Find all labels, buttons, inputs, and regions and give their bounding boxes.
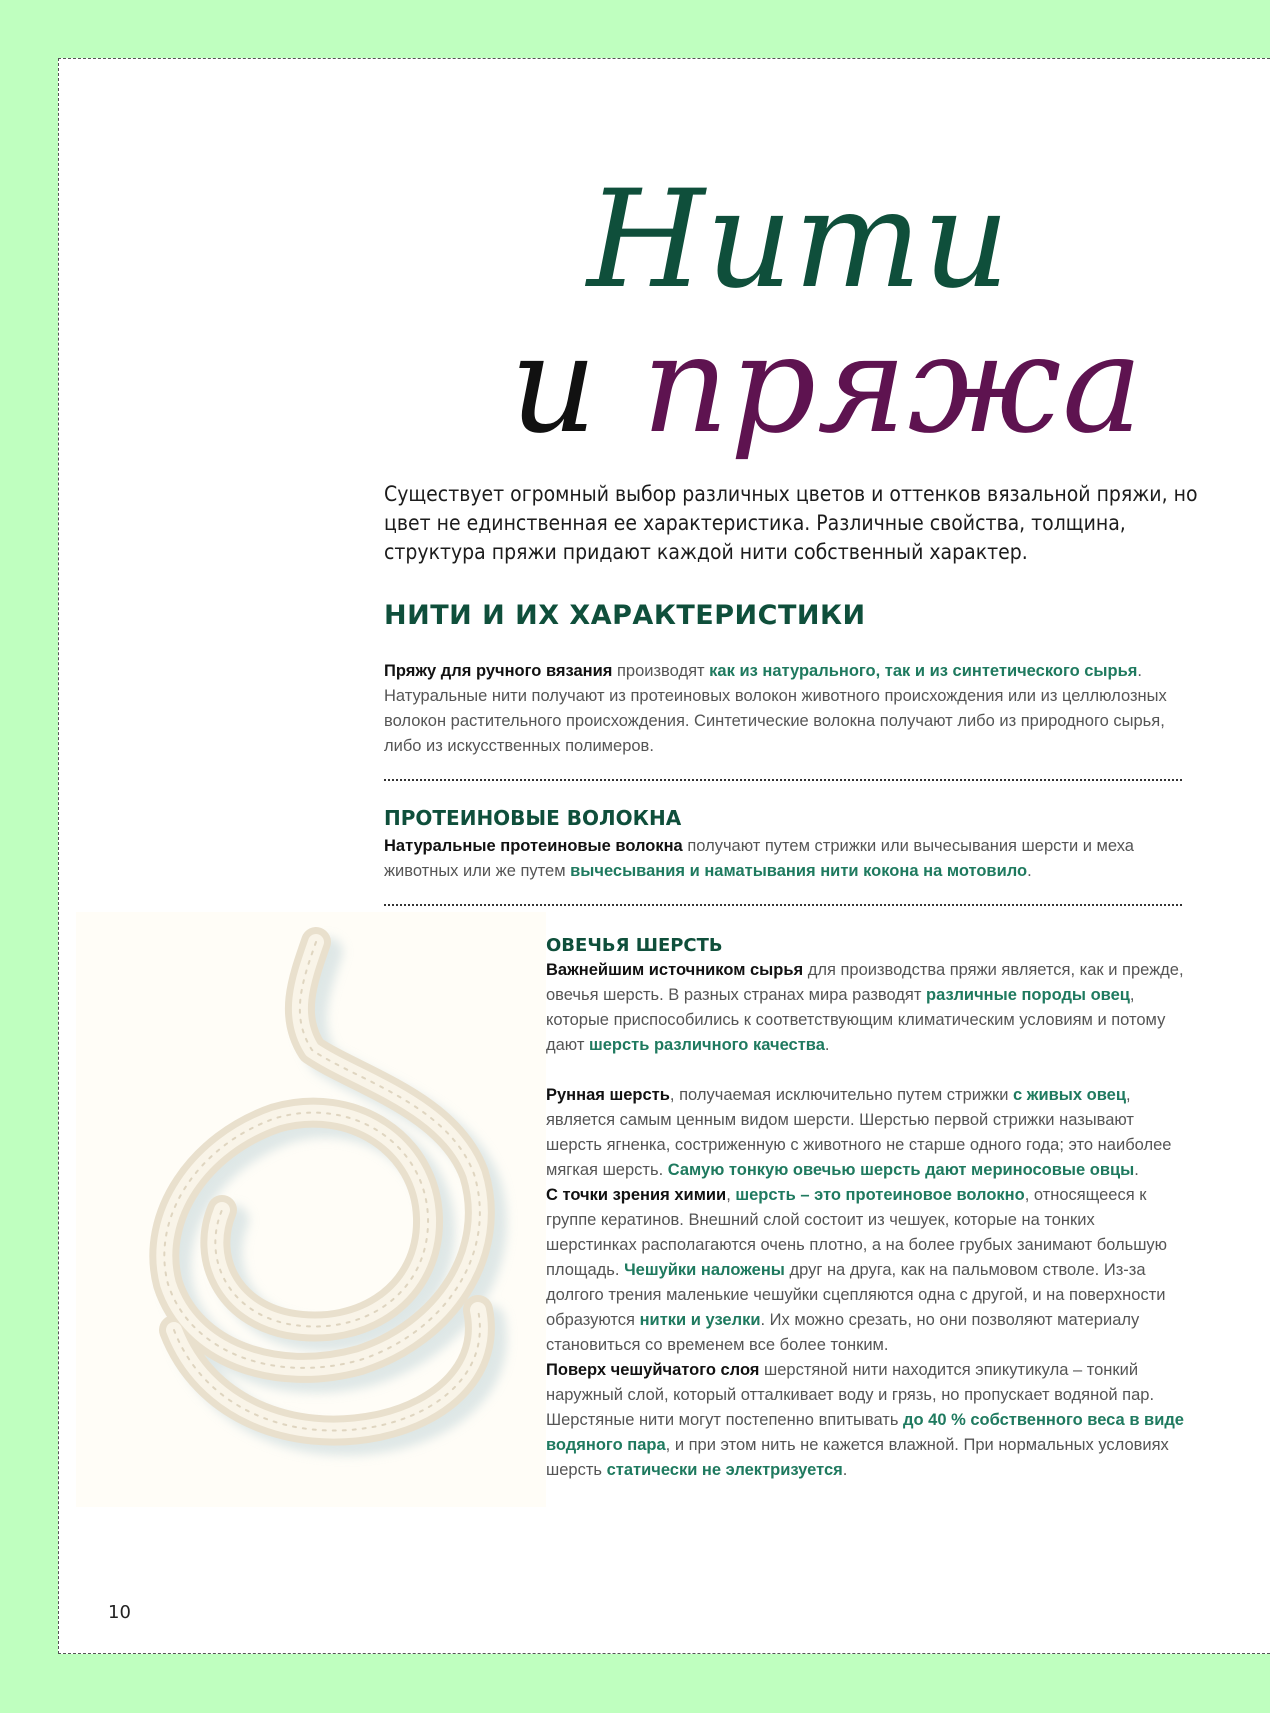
- highlight-text: нитки и узелки: [639, 1311, 761, 1329]
- highlight-text: Самую тонкую овечью шерсть дают мериносовые овцы: [667, 1161, 1135, 1179]
- dotted-divider: [384, 779, 1182, 781]
- highlight-text: Чешуйки наложены: [624, 1261, 785, 1279]
- title-line-1: Нити: [587, 161, 1011, 318]
- wool-heading: ОВЕЧЬЯ ШЕРСТЬ: [546, 935, 723, 956]
- highlight-text: шерсть различного качества: [588, 1036, 825, 1054]
- highlight-text: как из натурального, так и из синтетического сырья: [709, 662, 1138, 680]
- yarn-coil-illustration: [76, 912, 546, 1507]
- body-text: .: [1027, 862, 1032, 880]
- body-text: , которые приспособились к соответствующим климатическим условиям и потому дают: [546, 986, 1166, 1054]
- highlight-text: с живых овец: [1013, 1086, 1126, 1104]
- body-text: .: [842, 1461, 848, 1479]
- highlight-text: различные породы овец: [926, 986, 1130, 1004]
- dotted-divider: [384, 904, 1182, 906]
- paragraph-chemistry: [546, 1183, 1186, 1358]
- yarn-coil-image: [76, 912, 546, 1507]
- lead-text: Рунная шерсть: [546, 1086, 670, 1104]
- paragraph-epicuticle: [546, 1358, 1186, 1483]
- body-text: друг на друга, как на пальмовом стволе. Из-за долгого трения маленькие чешуйки сцепляются одна с другой, и на поверхности образуются: [546, 1261, 1166, 1329]
- lead-text: Пряжу для ручного вязания: [384, 662, 613, 680]
- body-text: шерстяной нити находится эпикутикула – тонкий наружный слой, который отталкивает воду и грязь, но пропускает водяной пар. Шерстяные нити могут постепенно впитывать: [546, 1361, 1155, 1429]
- intro-paragraph: Существует огромный выбор различных цветов и оттенков вязальной пряжи, но цвет не единственная ее характеристика. Различные свойства, толщина, структура пряжи придают каждой нити собственный характер.: [384, 482, 1198, 564]
- body-text: , является самым ценным видом шерсти. Шерстью первой стрижки называют шерсть ягненка, состриженную с животного не старше одного года; это наиболее мягкая шерсть.: [546, 1086, 1172, 1179]
- lead-text: С точки зрения химии: [546, 1186, 727, 1204]
- body-text: производят: [612, 662, 710, 680]
- highlight-text: до 40 % собственного веса в виде водяного пара: [546, 1411, 1184, 1454]
- lead-text: Важнейшим источником сырья: [546, 961, 804, 979]
- paragraph-yarn-sources: [384, 659, 1184, 759]
- lead-text: Натуральные протеиновые волокна: [384, 837, 683, 855]
- highlight-text: шерсть – это протеиновое волокно: [735, 1186, 1025, 1204]
- wool-details: [546, 1083, 1186, 1483]
- body-text: для производства пряжи является, как и прежде, овечья шерсть. В разных странах мира разводят: [546, 961, 1184, 1004]
- page-number: 10: [108, 1602, 131, 1623]
- paragraph-fleece: [546, 1083, 1186, 1183]
- body-text: , и при этом нить не кажется влажной. При нормальных условиях шерсть: [546, 1436, 1169, 1479]
- lead-text: Поверх чешуйчатого слоя: [546, 1361, 760, 1379]
- body-text: , относящееся к группе кератинов. Внешний слой состоит из чешуек, которые на тонких шерстинках располагаются очень плотно, а на более грубых занимают большую площадь.: [546, 1186, 1168, 1279]
- body-text: . Их можно срезать, но они позволяют материалу становиться со временем все более тонким.: [546, 1311, 1140, 1354]
- highlight-text: вычесывания и наматывания нити кокона на мотовило: [570, 862, 1028, 880]
- body-text: , получаемая исключительно путем стрижки: [669, 1086, 1014, 1104]
- highlight-text: статически не электризуется: [606, 1461, 843, 1479]
- paragraph-wool-source: [546, 958, 1186, 1058]
- title-and: и: [510, 306, 598, 463]
- section-heading: НИТИ И ИХ ХАРАКТЕРИСТИКИ: [384, 600, 866, 631]
- title-line-2: [510, 305, 1144, 465]
- protein-heading: ПРОТЕИНОВЫЕ ВОЛОКНА: [384, 806, 682, 830]
- body-text: .: [1134, 1161, 1139, 1179]
- title-yarn: пряжа: [641, 306, 1144, 463]
- body-text: ,: [726, 1186, 736, 1204]
- paragraph-protein: [384, 834, 1184, 884]
- body-text: . Натуральные нити получают из протеиновых волокон животного происхождения или из целлюлозных волокон растительного происхождения. Синтетические волокна получают либо из природного сырья, либо из искусственных полимеров.: [384, 662, 1167, 755]
- body-text: получают путем стрижки или вычесывания шерсти и меха животных или же путем: [384, 837, 1134, 880]
- body-text: .: [824, 1036, 830, 1054]
